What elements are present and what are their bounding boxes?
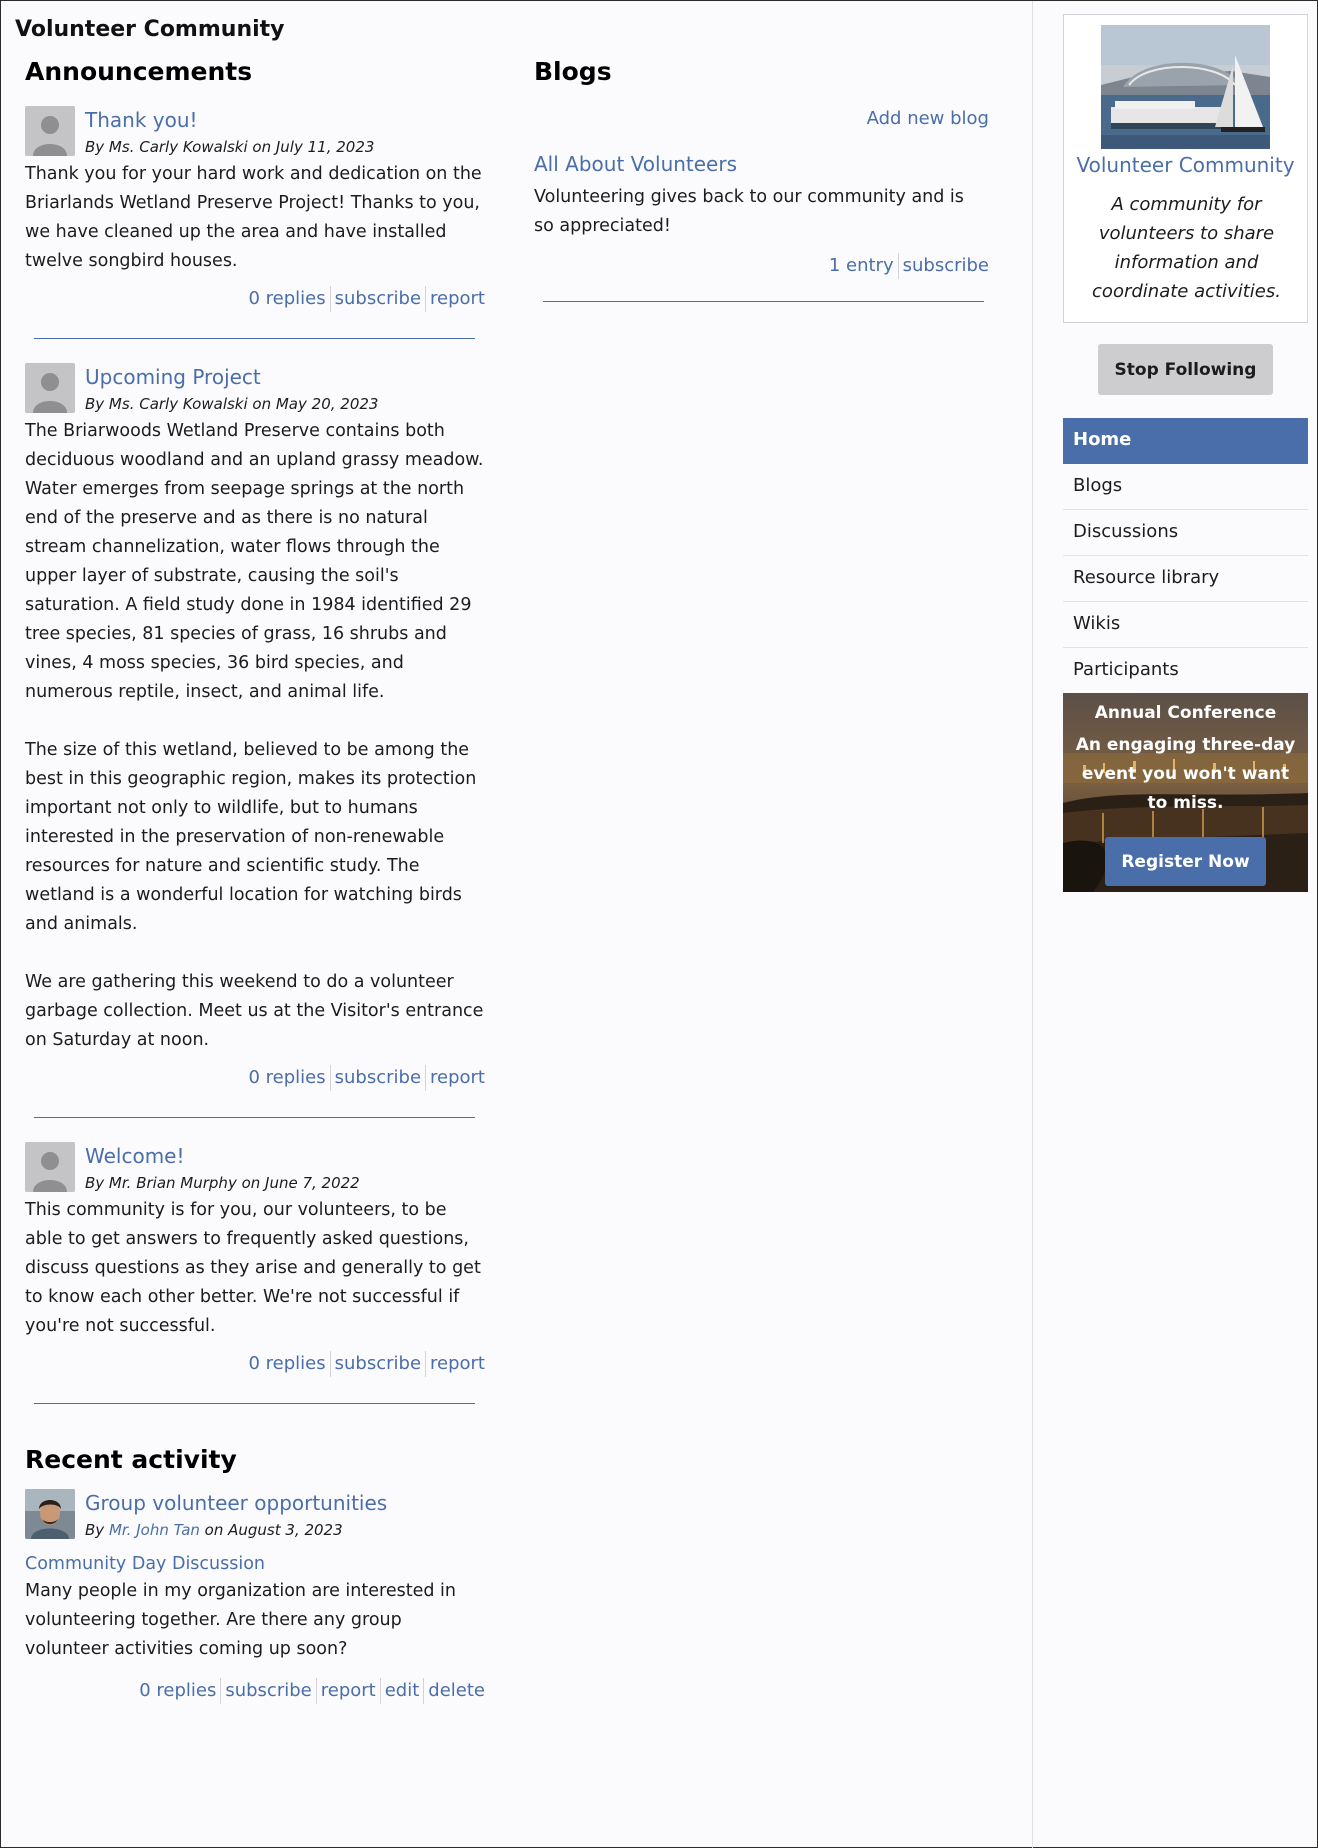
default-avatar-icon [25, 363, 75, 413]
edit-link[interactable]: edit [380, 1678, 424, 1704]
sidebar-separator [1032, 1, 1033, 1848]
byline-prefix: By [85, 1521, 105, 1539]
subscribe-link[interactable]: subscribe [330, 1065, 425, 1091]
author-link[interactable]: Mr. John Tan [108, 1521, 200, 1539]
blog-body: Volunteering gives back to our community and is so appreciated! [534, 187, 964, 236]
post-divider [34, 338, 475, 339]
subscribe-link[interactable]: subscribe [220, 1678, 315, 1704]
replies-link[interactable]: 0 replies [248, 1353, 326, 1374]
nav-item-wikis[interactable]: Wikis [1063, 602, 1308, 648]
replies-link[interactable]: 0 replies [248, 1067, 326, 1088]
report-link[interactable]: report [316, 1678, 380, 1704]
report-link[interactable]: report [425, 1065, 485, 1091]
subscribe-link[interactable]: subscribe [898, 253, 989, 279]
discussion-link[interactable]: Community Day Discussion [25, 1554, 266, 1574]
post-paragraph: This community is for you, our volunteers, to be able to get answers to frequently asked questions, discuss questions as they arise and generally to get to know each other better. We're not successful if you're not successful. [25, 1200, 481, 1336]
add-new-blog-link[interactable]: Add new blog [866, 108, 989, 129]
post-divider [34, 1117, 475, 1118]
post-body [25, 160, 485, 276]
report-link[interactable]: report [425, 1351, 485, 1377]
blogs-column [534, 55, 989, 302]
entries-link[interactable]: 1 entry [828, 255, 894, 276]
conference-banner [1063, 693, 1308, 892]
community-name-link[interactable]: Volunteer Community [1076, 153, 1295, 177]
nav-item-resource-library[interactable]: Resource library [1063, 556, 1308, 602]
subscribe-link[interactable]: subscribe [330, 1351, 425, 1377]
announcement-post [25, 1142, 485, 1404]
activity-body: Many people in my organization are interested in volunteering together. Are there any group volunteer activities coming up soon? [25, 1581, 456, 1659]
blogs-heading: Blogs [534, 57, 612, 86]
activity-title-link[interactable]: Group volunteer opportunities [85, 1491, 388, 1515]
blog-actions [534, 253, 989, 279]
post-title-link[interactable]: Welcome! [85, 1144, 185, 1168]
default-avatar-icon [25, 1142, 75, 1192]
post-title-link[interactable]: Thank you! [85, 108, 198, 132]
announcements-heading: Announcements [25, 57, 253, 86]
post-title-link[interactable]: Upcoming Project [85, 365, 261, 389]
blog-title-link[interactable]: All About Volunteers [534, 152, 738, 176]
register-now-button[interactable]: Register Now [1105, 837, 1266, 886]
nav-item-blogs[interactable]: Blogs [1063, 464, 1308, 510]
announcement-post [25, 106, 485, 339]
conference-text: An engaging three-day event you won't want to miss. [1075, 735, 1296, 813]
post-divider [34, 1403, 475, 1404]
post-paragraph: The Briarwoods Wetland Preserve contains both deciduous woodland and an upland grassy meadow. Water emerges from seepage springs at the north end of the preserve and as there is no natural stream channelization, water flows through the upper layer of substrate, causing the soil's saturation. A field study done in 1984 identified 29 tree species, 81 species of grass, 16 shrubs and vines, 4 moss species, 36 bird species, and numerous reptile, insect, and animal life. [25, 421, 484, 702]
post-paragraph: We are gathering this weekend to do a volunteer garbage collection. Meet us at the Visitor's entrance on Saturday at noon. [25, 972, 484, 1050]
conference-title: Annual Conference [1094, 703, 1277, 723]
recent-activity-heading: Recent activity [25, 1445, 237, 1474]
nav-item-home[interactable]: Home [1063, 418, 1308, 464]
replies-link[interactable]: 0 replies [139, 1680, 217, 1701]
announcements-column [25, 55, 485, 1704]
subscribe-link[interactable]: subscribe [330, 286, 425, 312]
community-description: A community for volunteers to share information and coordinate activities. [1092, 194, 1281, 302]
post-byline: By Mr. Brian Murphy on June 7, 2022 [85, 1174, 360, 1192]
community-card [1063, 14, 1308, 323]
post-body [25, 1196, 485, 1341]
app-title: Volunteer Community [15, 17, 285, 42]
delete-link[interactable]: delete [423, 1678, 485, 1704]
stop-following-button[interactable]: Stop Following [1098, 344, 1273, 395]
blog-divider [543, 301, 984, 302]
activity-actions [25, 1678, 485, 1704]
community-nav [1063, 418, 1308, 694]
announcement-post [25, 363, 485, 1118]
user-avatar [25, 1489, 75, 1539]
nav-item-discussions[interactable]: Discussions [1063, 510, 1308, 556]
post-actions [25, 1065, 485, 1091]
byline-date: on August 3, 2023 [204, 1521, 343, 1539]
post-actions [25, 286, 485, 312]
community-image [1101, 25, 1270, 149]
activity-item [25, 1489, 485, 1704]
post-byline: By Ms. Carly Kowalski on May 20, 2023 [85, 395, 379, 413]
report-link[interactable]: report [425, 286, 485, 312]
post-actions [25, 1351, 485, 1377]
post-paragraph: Thank you for your hard work and dedication on the Briarlands Wetland Preserve Project! Thanks to you, we have cleaned up the area and have installed twelve songbird houses. [25, 164, 482, 271]
default-avatar-icon [25, 106, 75, 156]
replies-link[interactable]: 0 replies [248, 288, 326, 309]
nav-item-participants[interactable]: Participants [1073, 659, 1179, 680]
post-body [25, 417, 485, 1055]
post-paragraph: The size of this wetland, believed to be among the best in this geographic region, makes its protection important not only to wildlife, but to humans interested in the preservation of non-renewable resources for nature and scientific study. The wetland is a wonderful location for watching birds and animals. [25, 740, 477, 934]
activity-byline [85, 1521, 343, 1539]
post-byline: By Ms. Carly Kowalski on July 11, 2023 [85, 138, 375, 156]
